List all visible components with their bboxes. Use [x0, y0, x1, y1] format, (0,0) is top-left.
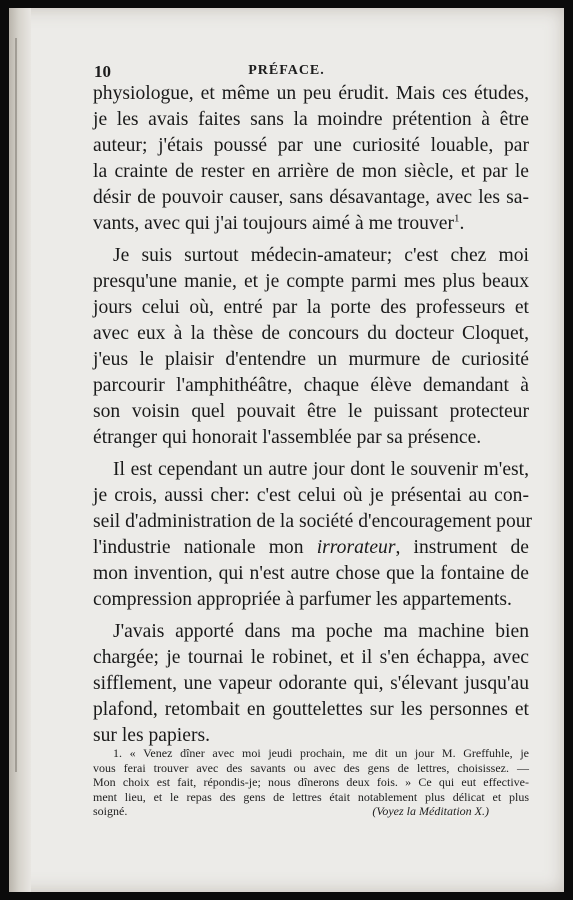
- text-line: [93, 211, 529, 237]
- page-spine-shadow: [9, 8, 31, 892]
- footnote: [93, 746, 529, 819]
- footnote-citation: (Voyez la Méditation X.): [372, 804, 489, 819]
- footnote-last-line: [93, 804, 529, 819]
- footnote-line: Mon choix est fait, répondis-je; nous dînerons deux fois. » Ce qui eut effective-: [93, 775, 529, 790]
- paragraph-1: [93, 81, 529, 237]
- body-text: [93, 81, 533, 755]
- footnote-marker: 1: [454, 212, 460, 225]
- text-fragment: vants, avec qui j'ai toujours aimé à me trouver: [93, 213, 455, 234]
- text-line: j'eus le plaisir d'entendre un murmure de curiosité: [93, 349, 529, 370]
- page-number: 10: [94, 62, 111, 81]
- emphasized-word: irrorateur: [316, 537, 396, 558]
- book-page: [9, 8, 564, 892]
- text-line: avec eux à la thèse de concours du docteur Cloquet,: [93, 323, 529, 344]
- text-fragment: l'industrie nationale mon: [93, 537, 304, 558]
- text-line: presqu'une manie, et je compte parmi mes plus beaux: [93, 271, 529, 292]
- text-line: sifflement, une vapeur odorante qui, s'élevant jusqu'au: [93, 673, 529, 694]
- text-line: [93, 535, 529, 561]
- text-line: compression appropriée à parfumer les appartements.: [93, 589, 512, 610]
- page-header: [9, 62, 564, 82]
- text-line: parcourir l'amphithéâtre, chaque élève demandant à: [93, 375, 529, 396]
- text-line: mon invention, qui n'est autre chose que la fontaine de: [93, 563, 529, 584]
- text-line: J'avais apporté dans ma poche ma machine bien: [113, 621, 529, 642]
- text-line: Il est cependant un autre jour dont le souvenir m'est,: [113, 459, 529, 480]
- footnote-line: ment lieu, et le repas des gens de lettres était notablement plus délicat et plus: [93, 789, 529, 804]
- text-line: physiologue, et même un peu érudit. Mais ces études,: [93, 83, 529, 104]
- text-line: Je suis surtout médecin-amateur; c'est chez moi: [113, 245, 529, 266]
- text-fragment: .: [459, 213, 465, 234]
- text-line: seil d'administration de la société d'encouragement pour: [93, 511, 533, 532]
- paragraph-3: [93, 457, 533, 613]
- footnote-line: vous ferai trouver avec des savants ou avec des gens de lettres, choisissez. —: [93, 760, 529, 775]
- text-line: étranger qui honorait l'assemblée par sa présence.: [93, 427, 482, 448]
- text-line: désir de pouvoir causer, sans désavantage, avec les sa-: [93, 187, 529, 208]
- paragraph-2: [93, 243, 529, 451]
- text-line: la crainte de rester en arrière de mon siècle, et par le: [93, 161, 529, 182]
- text-line: je les avais faites sans la moindre prétention à être: [93, 109, 529, 130]
- text-line: je crois, aussi cher: c'est celui où je présentai au con-: [93, 485, 529, 506]
- text-fragment: , instrument de: [395, 537, 529, 558]
- text-line: chargée; je tournai le robinet, et il s'en échappa, avec: [93, 647, 529, 668]
- running-head: PRÉFACE.: [248, 63, 325, 78]
- paragraph-4: [93, 619, 529, 749]
- text-line: sur les papiers.: [93, 725, 210, 746]
- text-line: jours celui où, entré par la porte des professeurs et: [93, 297, 529, 318]
- text-line: auteur; j'étais poussé par une curiosité louable, par: [93, 135, 529, 156]
- footnote-line: 1. « Venez dîner avec moi jeudi prochain, me dit un jour M. Greffuhle, je: [113, 746, 529, 760]
- text-line: son voisin quel pouvait être le puissant protecteur: [93, 401, 529, 422]
- footnote-line: soigné.: [93, 804, 128, 819]
- text-line: plafond, retombait en gouttelettes sur les personnes et: [93, 699, 529, 720]
